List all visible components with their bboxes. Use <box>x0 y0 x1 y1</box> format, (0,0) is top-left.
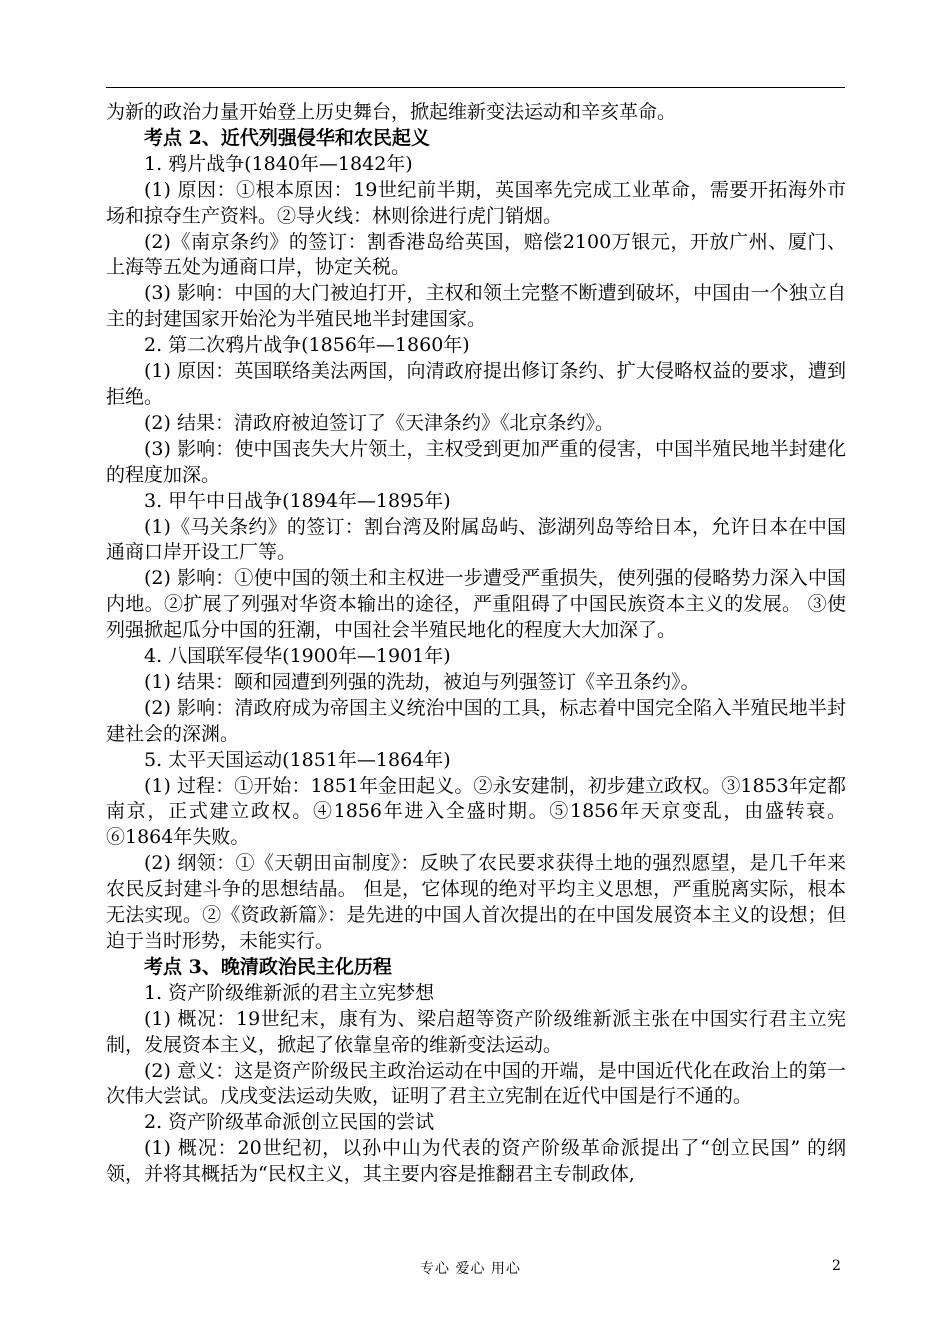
page-number: 2 <box>832 1258 841 1274</box>
paragraph: 2. 资产阶级革命派创立民国的尝试 <box>144 1111 435 1134</box>
paragraph: 3. 甲午中日战争(1894年—1895年) <box>144 489 451 512</box>
section-heading: 考点 2、近代列强侵华和农民起义 <box>144 126 430 149</box>
paragraph: (2)《南京条约》的签订：割香港岛给英国，赔偿2100万银元，开放广州、厦门、上海等五处为通商口岸，协定关税。 <box>106 230 846 279</box>
paragraph: 5. 太平天国运动(1851年—1864年) <box>144 748 451 771</box>
paragraph: (1) 结果：颐和园遭到列强的洗劫，被迫与列强签订《辛丑条约》。 <box>144 670 700 693</box>
footer-text: 专心 爱心 用心 <box>420 1261 521 1277</box>
paragraph: (3) 影响：使中国丧失大片领土，主权受到更加严重的侵害，中国半殖民地半封建化的程度加深。 <box>106 437 846 486</box>
paragraph: 为新的政治力量开始登上历史舞台，掀起维新变法运动和辛亥革命。 <box>106 101 677 123</box>
paragraph: (1) 原因：①根本原因：19世纪前半期，英国率先完成工业革命，需要开拓海外市场和掠夺生产资料。②导火线：林则徐进行虎门销烟。 <box>106 178 846 227</box>
section-heading: 考点 3、晚清政治民主化历程 <box>144 955 392 978</box>
paragraph: 1. 鸦片战争(1840年—1842年) <box>144 152 413 175</box>
paragraph: (2) 影响：①使中国的领土和主权进一步遭受严重损失，使列强的侵略势力深入中国内地。②扩展了列强对华资本输出的途径，严重阻碍了中国民族资本主义的发展。 ③使列强掀起瓜分中国的狂潮，中国社会半殖民地化的程度大大加深了。 <box>106 567 846 642</box>
header-rule <box>106 87 845 88</box>
paragraph: (2) 意义：这是资产阶级民主政治运动在中国的开端，是中国近代化在政治上的第一次伟大尝试。戊戌变法运动失败，证明了君主立宪制在近代中国是行不通的。 <box>106 1059 846 1108</box>
paragraph: (1) 概况：20世纪初，以孙中山为代表的资产阶级革命派提出了“创立民国” 的纲领，并将其概括为“民权主义，其主要内容是推翻君主专制政体, <box>106 1137 846 1186</box>
document-body <box>106 100 846 1188</box>
paragraph: (2) 纲领：①《天朝田亩制度》：反映了农民要求获得土地的强烈愿望，是几千年来农民反封建斗争的思想结晶。 但是，它体现的绝对平均主义思想，严重脱离实际，根本无法实现。②《资政新篇》：是先进的中国人首次提出的在中国发展资本主义的设想；但迫于当时形势，未能实行。 <box>106 852 846 952</box>
paragraph: 1. 资产阶级维新派的君主立宪梦想 <box>144 981 435 1004</box>
paragraph: (1) 过程：①开始：1851年金田起义。②永安建制，初步建立政权。③1853年定都南京，正式建立政权。④1856年进入全盛时期。⑤1856年天京变乱，由盛转衰。⑥1864年失败。 <box>106 774 846 849</box>
paragraph: 2. 第二次鸦片战争(1856年—1860年) <box>144 334 470 357</box>
paragraph: (1) 原因：英国联络美法两国，向清政府提出修订条约、扩大侵略权益的要求，遭到拒绝。 <box>106 360 846 408</box>
paragraph: (2) 影响：清政府成为帝国主义统治中国的工具，标志着中国完全陷入半殖民地半封建社会的深渊。 <box>106 696 846 745</box>
paragraph: 4. 八国联军侵华(1900年—1901年) <box>144 645 451 668</box>
paragraph: (1) 概况：19世纪末，康有为、梁启超等资产阶级维新派主张在中国实行君主立宪制，发展资本主义，掀起了依靠皇帝的维新变法运动。 <box>106 1007 846 1056</box>
paragraph: (2) 结果：清政府被迫签订了《天津条约》《北京条约》。 <box>144 411 614 434</box>
paragraph: (3) 影响：中国的大门被迫打开，主权和领土完整不断遭到破坏，中国由一个独立自主的封建国家开始沦为半殖民地半封建国家。 <box>106 282 846 331</box>
paragraph: (1)《马关条约》的签订：割台湾及附属岛屿、澎湖列岛等给日本，允许日本在中国通商口岸开设工厂等。 <box>106 515 846 564</box>
